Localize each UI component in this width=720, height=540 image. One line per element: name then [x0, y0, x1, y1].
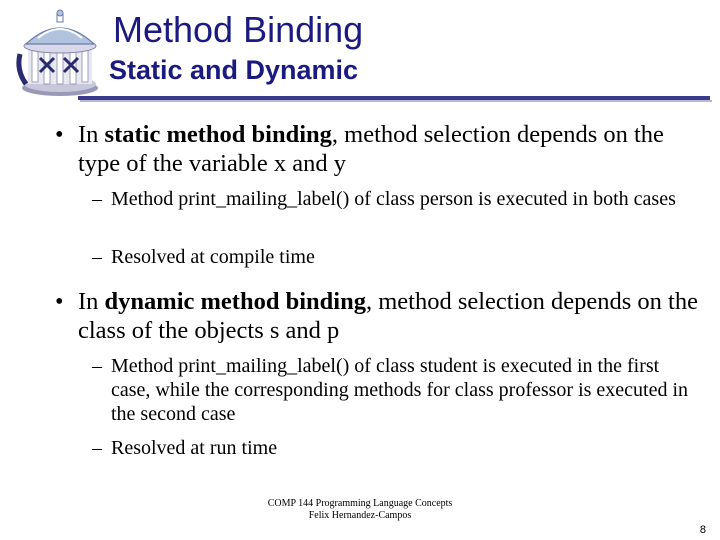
title-rule-shadow: [80, 100, 712, 102]
sub-bullet-run-time: [92, 436, 692, 460]
sub-bullet-text: Resolved at run time: [111, 437, 278, 459]
sub-bullet-text: Method print_mailing_label() of class student is executed in the first case, while the corresponding methods for class professor is executed in the second case: [111, 355, 689, 425]
bullet-static-binding: [55, 120, 700, 178]
bullet-text-post: , method selection depends on the type of the variable x and y: [78, 121, 664, 177]
bullet-marker: •: [55, 121, 64, 148]
sub-bullet-person-executed: [92, 187, 692, 211]
bullet-text: [78, 287, 700, 345]
sub-bullet-marker: –: [92, 246, 102, 268]
sub-bullet-text: Resolved at compile time: [111, 246, 315, 268]
sub-bullet-compile-time: [92, 245, 692, 269]
footer-author: Felix Hernandez-Campos: [308, 510, 412, 521]
footer-course: COMP 144 Programming Language Concepts: [267, 498, 453, 509]
bullet-text-post: , method selection depends on the class of the objects s and p: [78, 288, 698, 344]
bullet-text-bold: dynamic method binding: [104, 288, 366, 315]
sub-bullet-marker: –: [92, 437, 102, 459]
page-number: 8: [699, 524, 706, 536]
sub-bullet-marker: –: [92, 188, 102, 210]
sub-bullet-marker: –: [92, 355, 102, 377]
sub-bullet-text: Method print_mailing_label() of class person is executed in both cases: [111, 188, 676, 210]
footer: [0, 498, 720, 522]
slide-subtitle: Static and Dynamic: [109, 55, 359, 85]
bullet-text-pre: In: [78, 121, 105, 148]
old-well-logo: [14, 8, 106, 100]
bullet-dynamic-binding: [55, 287, 700, 345]
slide-title: Method Binding: [113, 9, 364, 50]
bullet-marker: •: [55, 288, 64, 315]
bullet-text-bold: static method binding: [104, 121, 332, 148]
bullet-text: [78, 120, 700, 178]
bullet-text-pre: In: [78, 288, 105, 315]
sub-bullet-student-executed: [92, 354, 692, 426]
